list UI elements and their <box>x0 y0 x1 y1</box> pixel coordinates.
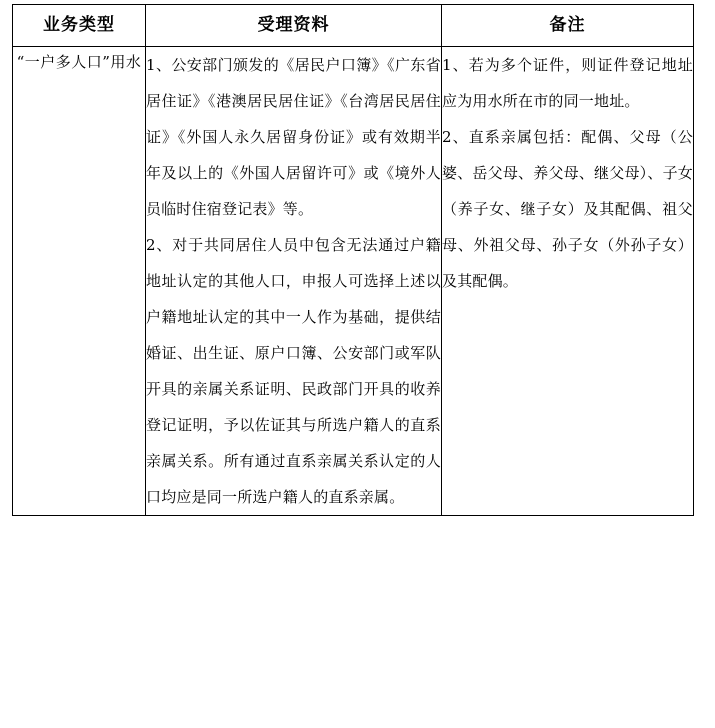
table-row <box>13 47 694 516</box>
table-header-row <box>13 5 694 47</box>
business-type-table <box>12 4 694 516</box>
remarks-paragraph-2: 2、直系亲属包括：配偶、父母（公婆、岳父母、养父母、继父母）、子女（养子女、继子女）及其配偶、祖父母、外祖父母、孙子女（外孙子女）及其配偶。 <box>442 128 693 290</box>
remarks-paragraph-1: 1、若为多个证件，则证件登记地址应为用水所在市的同一地址。 <box>442 56 693 110</box>
materials-paragraph-1: 1、公安部门颁发的《居民户口簿》《广东省居住证》《港澳居民居住证》《台湾居民居住证》《外国人永久居留身份证》或有效期半年及以上的《外国人居留许可》或《境外人员临时住宿登记表》等。 <box>146 56 441 218</box>
column-header-materials: 受理资料 <box>146 5 442 47</box>
materials-paragraph-2: 2、对于共同居住人员中包含无法通过户籍地址认定的其他人口，申报人可选择上述以户籍地址认定的其中一人作为基础，提供结婚证、出生证、原户口簿、公安部门或军队开具的亲属关系证明、民政部门开具的收养登记证明，予以佐证其与所选户籍人的直系亲属关系。所有通过直系亲属关系认定的人口均应是同一所选户籍人的直系亲属。 <box>146 236 441 506</box>
cell-remarks <box>442 47 694 516</box>
column-header-business-type: 业务类型 <box>13 5 146 47</box>
cell-materials <box>146 47 442 516</box>
column-header-remarks: 备注 <box>442 5 694 47</box>
cell-business-type: “一户多人口”用水 <box>13 47 146 516</box>
